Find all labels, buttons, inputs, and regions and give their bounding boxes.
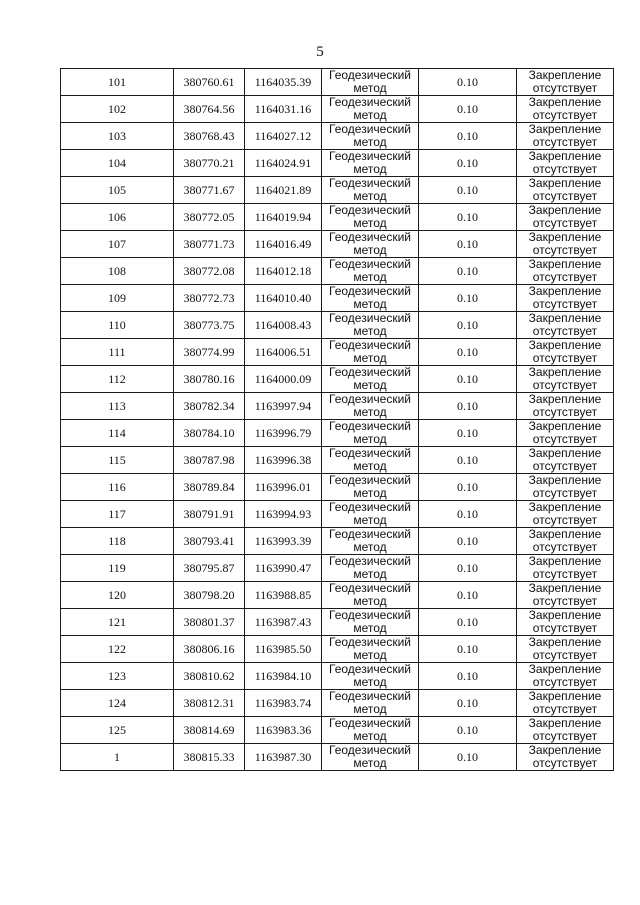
fixing-cell: Закрепление отсутствует <box>517 339 614 366</box>
point-number-cell: 118 <box>61 528 174 555</box>
method-cell: Геодезический метод <box>322 312 419 339</box>
table-row <box>61 447 614 474</box>
fixing-cell: Закрепление отсутствует <box>517 420 614 447</box>
method-cell: Геодезический метод <box>322 717 419 744</box>
table-row <box>61 690 614 717</box>
accuracy-cell: 0.10 <box>419 312 517 339</box>
x-coordinate-cell: 380791.91 <box>174 501 245 528</box>
accuracy-cell: 0.10 <box>419 663 517 690</box>
x-coordinate-cell: 380815.33 <box>174 744 245 771</box>
fixing-cell: Закрепление отсутствует <box>517 744 614 771</box>
accuracy-cell: 0.10 <box>419 501 517 528</box>
table-row <box>61 96 614 123</box>
point-number-cell: 115 <box>61 447 174 474</box>
fixing-cell: Закрепление отсутствует <box>517 393 614 420</box>
method-cell: Геодезический метод <box>322 690 419 717</box>
y-coordinate-cell: 1163996.01 <box>245 474 322 501</box>
y-coordinate-cell: 1163985.50 <box>245 636 322 663</box>
x-coordinate-cell: 380810.62 <box>174 663 245 690</box>
y-coordinate-cell: 1163987.43 <box>245 609 322 636</box>
coordinates-table <box>60 68 614 771</box>
point-number-cell: 101 <box>61 69 174 96</box>
x-coordinate-cell: 380787.98 <box>174 447 245 474</box>
fixing-cell: Закрепление отсутствует <box>517 690 614 717</box>
accuracy-cell: 0.10 <box>419 474 517 501</box>
fixing-cell: Закрепление отсутствует <box>517 177 614 204</box>
fixing-cell: Закрепление отсутствует <box>517 312 614 339</box>
method-cell: Геодезический метод <box>322 744 419 771</box>
table-row <box>61 204 614 231</box>
point-number-cell: 1 <box>61 744 174 771</box>
x-coordinate-cell: 380812.31 <box>174 690 245 717</box>
fixing-cell: Закрепление отсутствует <box>517 204 614 231</box>
accuracy-cell: 0.10 <box>419 258 517 285</box>
point-number-cell: 116 <box>61 474 174 501</box>
point-number-cell: 125 <box>61 717 174 744</box>
point-number-cell: 102 <box>61 96 174 123</box>
fixing-cell: Закрепление отсутствует <box>517 447 614 474</box>
y-coordinate-cell: 1164010.40 <box>245 285 322 312</box>
y-coordinate-cell: 1163983.36 <box>245 717 322 744</box>
method-cell: Геодезический метод <box>322 177 419 204</box>
method-cell: Геодезический метод <box>322 501 419 528</box>
method-cell: Геодезический метод <box>322 447 419 474</box>
method-cell: Геодезический метод <box>322 636 419 663</box>
y-coordinate-cell: 1164024.91 <box>245 150 322 177</box>
method-cell: Геодезический метод <box>322 393 419 420</box>
x-coordinate-cell: 380806.16 <box>174 636 245 663</box>
method-cell: Геодезический метод <box>322 420 419 447</box>
x-coordinate-cell: 380774.99 <box>174 339 245 366</box>
method-cell: Геодезический метод <box>322 474 419 501</box>
x-coordinate-cell: 380770.21 <box>174 150 245 177</box>
table-row <box>61 312 614 339</box>
method-cell: Геодезический метод <box>322 366 419 393</box>
method-cell: Геодезический метод <box>322 663 419 690</box>
accuracy-cell: 0.10 <box>419 150 517 177</box>
accuracy-cell: 0.10 <box>419 528 517 555</box>
x-coordinate-cell: 380772.73 <box>174 285 245 312</box>
method-cell: Геодезический метод <box>322 96 419 123</box>
accuracy-cell: 0.10 <box>419 717 517 744</box>
accuracy-cell: 0.10 <box>419 231 517 258</box>
fixing-cell: Закрепление отсутствует <box>517 285 614 312</box>
x-coordinate-cell: 380782.34 <box>174 393 245 420</box>
x-coordinate-cell: 380784.10 <box>174 420 245 447</box>
method-cell: Геодезический метод <box>322 204 419 231</box>
fixing-cell: Закрепление отсутствует <box>517 528 614 555</box>
method-cell: Геодезический метод <box>322 528 419 555</box>
accuracy-cell: 0.10 <box>419 339 517 366</box>
table-row <box>61 528 614 555</box>
method-cell: Геодезический метод <box>322 69 419 96</box>
point-number-cell: 110 <box>61 312 174 339</box>
fixing-cell: Закрепление отсутствует <box>517 474 614 501</box>
point-number-cell: 107 <box>61 231 174 258</box>
fixing-cell: Закрепление отсутствует <box>517 717 614 744</box>
accuracy-cell: 0.10 <box>419 555 517 582</box>
point-number-cell: 108 <box>61 258 174 285</box>
fixing-cell: Закрепление отсутствует <box>517 609 614 636</box>
y-coordinate-cell: 1164006.51 <box>245 339 322 366</box>
point-number-cell: 105 <box>61 177 174 204</box>
accuracy-cell: 0.10 <box>419 690 517 717</box>
point-number-cell: 122 <box>61 636 174 663</box>
x-coordinate-cell: 380771.67 <box>174 177 245 204</box>
x-coordinate-cell: 380801.37 <box>174 609 245 636</box>
point-number-cell: 113 <box>61 393 174 420</box>
accuracy-cell: 0.10 <box>419 285 517 312</box>
table-row <box>61 177 614 204</box>
y-coordinate-cell: 1163987.30 <box>245 744 322 771</box>
y-coordinate-cell: 1164012.18 <box>245 258 322 285</box>
accuracy-cell: 0.10 <box>419 582 517 609</box>
coordinates-table-body <box>61 69 614 771</box>
x-coordinate-cell: 380795.87 <box>174 555 245 582</box>
y-coordinate-cell: 1163990.47 <box>245 555 322 582</box>
fixing-cell: Закрепление отсутствует <box>517 150 614 177</box>
accuracy-cell: 0.10 <box>419 744 517 771</box>
accuracy-cell: 0.10 <box>419 636 517 663</box>
accuracy-cell: 0.10 <box>419 393 517 420</box>
table-row <box>61 663 614 690</box>
fixing-cell: Закрепление отсутствует <box>517 555 614 582</box>
table-row <box>61 555 614 582</box>
y-coordinate-cell: 1164019.94 <box>245 204 322 231</box>
fixing-cell: Закрепление отсутствует <box>517 663 614 690</box>
point-number-cell: 109 <box>61 285 174 312</box>
x-coordinate-cell: 380764.56 <box>174 96 245 123</box>
table-row <box>61 744 614 771</box>
x-coordinate-cell: 380771.73 <box>174 231 245 258</box>
point-number-cell: 114 <box>61 420 174 447</box>
x-coordinate-cell: 380814.69 <box>174 717 245 744</box>
fixing-cell: Закрепление отсутствует <box>517 258 614 285</box>
method-cell: Геодезический метод <box>322 582 419 609</box>
method-cell: Геодезический метод <box>322 609 419 636</box>
y-coordinate-cell: 1164027.12 <box>245 123 322 150</box>
table-row <box>61 393 614 420</box>
y-coordinate-cell: 1163984.10 <box>245 663 322 690</box>
x-coordinate-cell: 380789.84 <box>174 474 245 501</box>
method-cell: Геодезический метод <box>322 339 419 366</box>
y-coordinate-cell: 1164008.43 <box>245 312 322 339</box>
y-coordinate-cell: 1163996.79 <box>245 420 322 447</box>
x-coordinate-cell: 380793.41 <box>174 528 245 555</box>
method-cell: Геодезический метод <box>322 258 419 285</box>
accuracy-cell: 0.10 <box>419 447 517 474</box>
y-coordinate-cell: 1164016.49 <box>245 231 322 258</box>
table-row <box>61 123 614 150</box>
method-cell: Геодезический метод <box>322 285 419 312</box>
fixing-cell: Закрепление отсутствует <box>517 69 614 96</box>
point-number-cell: 121 <box>61 609 174 636</box>
x-coordinate-cell: 380773.75 <box>174 312 245 339</box>
y-coordinate-cell: 1163994.93 <box>245 501 322 528</box>
x-coordinate-cell: 380760.61 <box>174 69 245 96</box>
accuracy-cell: 0.10 <box>419 609 517 636</box>
fixing-cell: Закрепление отсутствует <box>517 501 614 528</box>
x-coordinate-cell: 380772.05 <box>174 204 245 231</box>
method-cell: Геодезический метод <box>322 123 419 150</box>
point-number-cell: 104 <box>61 150 174 177</box>
y-coordinate-cell: 1164021.89 <box>245 177 322 204</box>
x-coordinate-cell: 380780.16 <box>174 366 245 393</box>
table-row <box>61 69 614 96</box>
table-row <box>61 582 614 609</box>
table-row <box>61 609 614 636</box>
accuracy-cell: 0.10 <box>419 123 517 150</box>
y-coordinate-cell: 1164031.16 <box>245 96 322 123</box>
fixing-cell: Закрепление отсутствует <box>517 366 614 393</box>
point-number-cell: 124 <box>61 690 174 717</box>
accuracy-cell: 0.10 <box>419 204 517 231</box>
table-row <box>61 339 614 366</box>
point-number-cell: 123 <box>61 663 174 690</box>
accuracy-cell: 0.10 <box>419 69 517 96</box>
table-row <box>61 285 614 312</box>
y-coordinate-cell: 1163997.94 <box>245 393 322 420</box>
y-coordinate-cell: 1164035.39 <box>245 69 322 96</box>
method-cell: Геодезический метод <box>322 150 419 177</box>
x-coordinate-cell: 380798.20 <box>174 582 245 609</box>
fixing-cell: Закрепление отсутствует <box>517 231 614 258</box>
method-cell: Геодезический метод <box>322 555 419 582</box>
table-row <box>61 366 614 393</box>
table-row <box>61 636 614 663</box>
point-number-cell: 111 <box>61 339 174 366</box>
accuracy-cell: 0.10 <box>419 96 517 123</box>
page-number: 5 <box>316 44 324 60</box>
point-number-cell: 112 <box>61 366 174 393</box>
accuracy-cell: 0.10 <box>419 366 517 393</box>
point-number-cell: 103 <box>61 123 174 150</box>
table-row <box>61 420 614 447</box>
table-row <box>61 150 614 177</box>
point-number-cell: 106 <box>61 204 174 231</box>
method-cell: Геодезический метод <box>322 231 419 258</box>
y-coordinate-cell: 1163988.85 <box>245 582 322 609</box>
fixing-cell: Закрепление отсутствует <box>517 123 614 150</box>
table-row <box>61 258 614 285</box>
y-coordinate-cell: 1163983.74 <box>245 690 322 717</box>
accuracy-cell: 0.10 <box>419 420 517 447</box>
fixing-cell: Закрепление отсутствует <box>517 96 614 123</box>
table-row <box>61 474 614 501</box>
point-number-cell: 117 <box>61 501 174 528</box>
x-coordinate-cell: 380772.08 <box>174 258 245 285</box>
point-number-cell: 119 <box>61 555 174 582</box>
table-row <box>61 501 614 528</box>
fixing-cell: Закрепление отсутствует <box>517 582 614 609</box>
point-number-cell: 120 <box>61 582 174 609</box>
table-row <box>61 231 614 258</box>
table-row <box>61 717 614 744</box>
y-coordinate-cell: 1163993.39 <box>245 528 322 555</box>
x-coordinate-cell: 380768.43 <box>174 123 245 150</box>
y-coordinate-cell: 1164000.09 <box>245 366 322 393</box>
y-coordinate-cell: 1163996.38 <box>245 447 322 474</box>
accuracy-cell: 0.10 <box>419 177 517 204</box>
fixing-cell: Закрепление отсутствует <box>517 636 614 663</box>
